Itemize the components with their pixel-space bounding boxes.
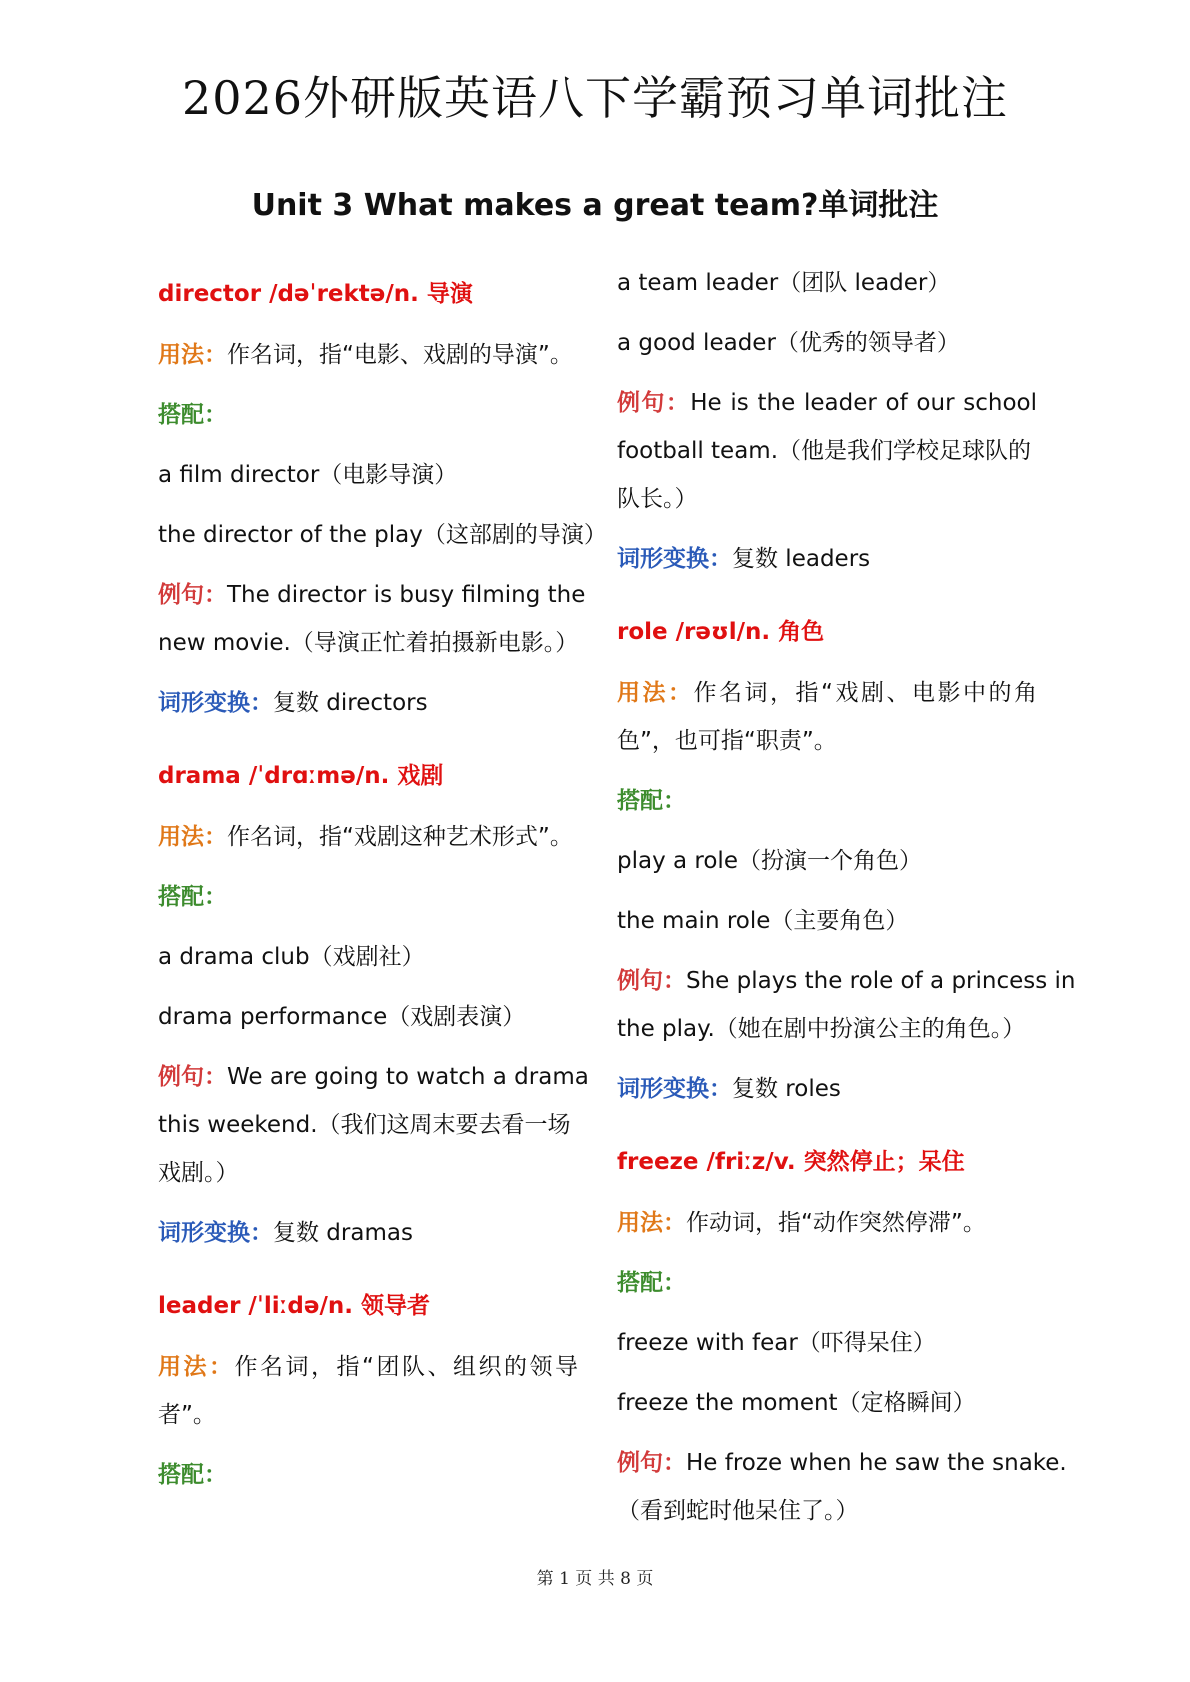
role-forms	[617, 1074, 1037, 1104]
freeze-collocation-2: freeze the moment（定格瞬间）	[617, 1390, 976, 1416]
entry-role-heading: role /rəʊl/n. 角色	[617, 619, 825, 645]
role-example-line-1	[617, 966, 1076, 996]
usage-label: 用法：	[617, 680, 694, 706]
example-text: He is the leader of our school	[690, 390, 1037, 416]
usage-text: 作名词，指“团队、组织的领导	[234, 1354, 578, 1380]
drama-collocation-2: drama performance（戏剧表演）	[158, 1004, 526, 1030]
role-usage-line-1	[617, 678, 1037, 708]
leader-example-line-2: football team.（他是我们学校足球队的	[617, 438, 1032, 464]
forms-text: 复数 directors	[273, 690, 428, 716]
role-collocation-label: 搭配：	[617, 788, 686, 814]
director-collocation-2: the director of the play（这部剧的导演）	[158, 522, 607, 548]
example-label: 例句：	[617, 1450, 686, 1476]
example-label: 例句：	[158, 1064, 227, 1090]
drama-collocation-label: 搭配：	[158, 884, 227, 910]
entry-drama-heading: drama /ˈdrɑːmə/n. 戏剧	[158, 763, 444, 789]
forms-text: 复数 roles	[732, 1076, 841, 1102]
forms-text: 复数 dramas	[273, 1220, 413, 1246]
director-collocation-1: a film director（电影导演）	[158, 462, 458, 488]
leader-usage-line-1	[158, 1352, 578, 1382]
leader-example-line-1	[617, 388, 1037, 418]
forms-label: 词形变换：	[617, 546, 732, 572]
usage-label: 用法：	[158, 1354, 235, 1380]
director-example-line-1	[158, 580, 586, 610]
usage-text: 作名词，指“戏剧、电影中的角	[693, 680, 1037, 706]
usage-text: 作名词，指“戏剧这种艺术形式”。	[227, 824, 573, 850]
forms-text: 复数 leaders	[732, 546, 871, 572]
freeze-example-line-1	[617, 1448, 1067, 1478]
example-text: We are going to watch a drama	[227, 1064, 589, 1090]
drama-example-line-2: this weekend.（我们这周末要去看一场	[158, 1112, 571, 1138]
leader-example-line-3: 队长。）	[617, 486, 698, 512]
usage-text: 作名词，指“电影、戏剧的导演”。	[227, 342, 573, 368]
drama-example-line-1	[158, 1062, 589, 1092]
role-collocation-1: play a role（扮演一个角色）	[617, 848, 922, 874]
page-title: 2026外研版英语八下学霸预习单词批注	[181, 71, 1009, 125]
leader-collocation-1: a team leader（团队 leader）	[617, 270, 951, 296]
drama-example-line-3: 戏剧。）	[158, 1160, 239, 1186]
forms-label: 词形变换：	[617, 1076, 732, 1102]
drama-usage	[158, 822, 578, 852]
freeze-collocation-1: freeze with fear（吓得呆住）	[617, 1330, 936, 1356]
drama-collocation-1: a drama club（戏剧社）	[158, 944, 425, 970]
leader-collocation-label: 搭配：	[158, 1462, 227, 1488]
page-footer: 第 1 页 共 8 页	[536, 1569, 654, 1589]
usage-label: 用法：	[158, 824, 227, 850]
director-collocation-label: 搭配：	[158, 402, 227, 428]
freeze-usage	[617, 1208, 1037, 1238]
usage-label: 用法：	[617, 1210, 686, 1236]
entry-freeze-heading: freeze /friːz/v. 突然停止；呆住	[617, 1149, 965, 1175]
example-label: 例句：	[617, 390, 691, 416]
entry-leader-heading: leader /ˈliːdə/n. 领导者	[158, 1293, 430, 1319]
director-forms	[158, 688, 578, 718]
director-example-line-2: new movie.（导演正忙着拍摄新电影。）	[158, 630, 579, 656]
example-text: He froze when he saw the snake.	[686, 1450, 1067, 1476]
role-usage-line-2: 色”，也可指“职责”。	[617, 728, 837, 754]
example-text: She plays the role of a princess in	[686, 968, 1076, 994]
forms-label: 词形变换：	[158, 690, 273, 716]
role-collocation-2: the main role（主要角色）	[617, 908, 909, 934]
role-example-line-2: the play.（她在剧中扮演公主的角色。）	[617, 1016, 1026, 1042]
unit-subtitle: Unit 3 What makes a great team?单词批注	[251, 188, 939, 223]
entry-director-heading: director /dəˈrektə/n. 导演	[158, 281, 473, 307]
freeze-example-line-2: （看到蛇时他呆住了。）	[617, 1498, 859, 1524]
freeze-collocation-label: 搭配：	[617, 1270, 686, 1296]
forms-label: 词形变换：	[158, 1220, 273, 1246]
example-text: The director is busy filming the	[227, 582, 586, 608]
leader-collocation-2: a good leader（优秀的领导者）	[617, 330, 960, 356]
usage-label: 用法：	[158, 342, 227, 368]
example-label: 例句：	[158, 582, 227, 608]
leader-usage-line-2: 者”。	[158, 1402, 216, 1428]
director-usage	[158, 340, 578, 370]
usage-text: 作动词，指“动作突然停滞”。	[686, 1210, 986, 1236]
example-label: 例句：	[617, 968, 686, 994]
leader-forms	[617, 544, 1037, 574]
drama-forms	[158, 1218, 578, 1248]
